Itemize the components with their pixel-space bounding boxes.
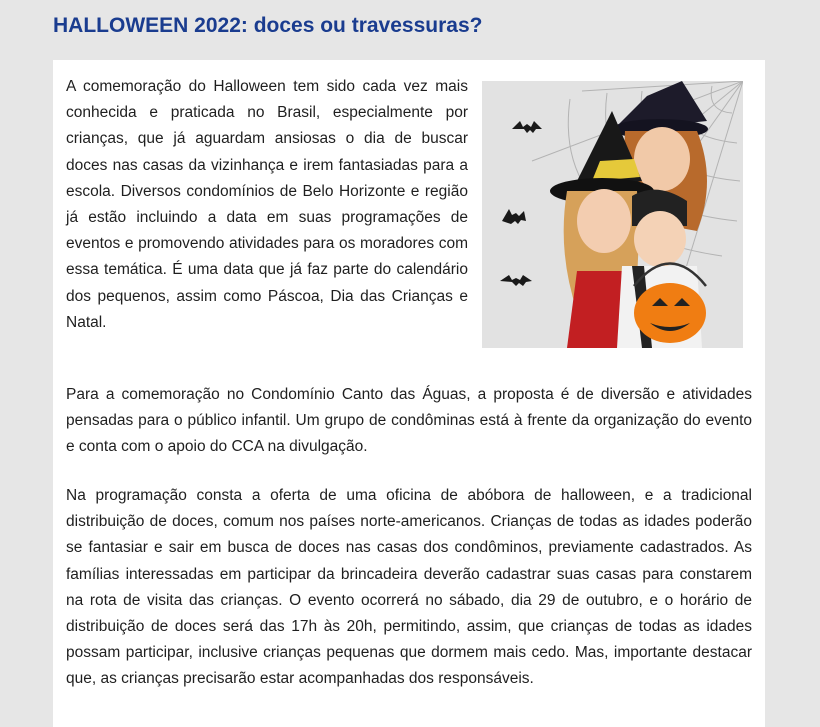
paragraph-intro: A comemoração do Halloween tem sido cada vez mais conhecida e praticada no Brasil, especialmente por crianças, que já aguardam ansiosas o dia de buscar doces nas casas da vizinhança e irem fantasiadas para a escola. Diversos condomínios de Belo Horizonte e região já estão incluindo a data em suas programações de eventos e promovendo atividades para os moradores com essa temática. É uma data que já faz parte do calendário dos pequenos, assim como Páscoa, Dia das Crianças e Natal.: [66, 78, 468, 331]
article-title: HALLOWEEN 2022: doces ou travessuras?: [53, 14, 483, 37]
article-body: [53, 60, 765, 727]
halloween-kids-photo: [482, 81, 743, 348]
paragraph-condominio: Para a comemoração no Condomínio Canto das Águas, a proposta é de diversão e atividades pensadas para o público infantil. Um grupo de condôminas está à frente da organização do evento e conta com o apoio do CCA na divulgação.: [66, 386, 752, 456]
paragraph-programacao: Na programação consta a oferta de uma oficina de abóbora de halloween, e a tradicional distribuição de doces, comum nos países norte-americanos. Crianças de todas as idades poderão se fantasiar e sair em busca de doces nas casas dos condôminos, previamente cadastrados. As famílias interessadas em participar da brincadeira deverão cadastrar suas casas para constarem na rota de visita das crianças. O evento ocorrerá no sábado, dia 29 de outubro, e o horário de distribuição de doces será das 17h às 20h, permitindo, assim, que crianças de todas as idades possam participar, inclusive crianças pequenas que dormem mais cedo. Mas, importante destacar que, as crianças precisarão estar acompanhadas dos responsáveis.: [66, 487, 752, 688]
